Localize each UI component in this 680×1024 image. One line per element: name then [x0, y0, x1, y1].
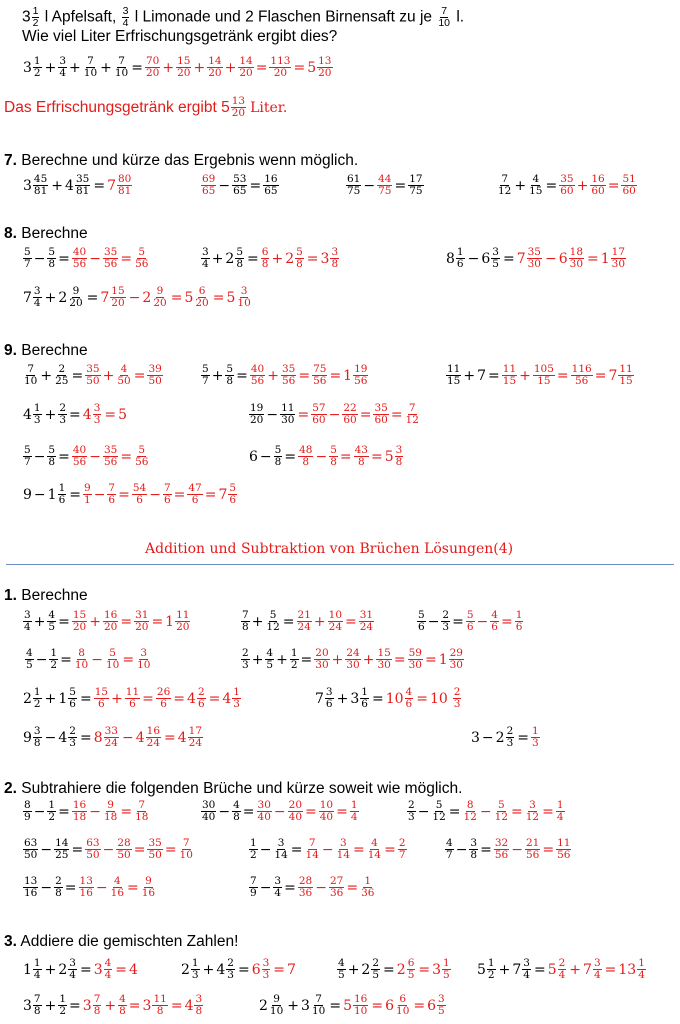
l1-eq-8: 9 3 8 − 4 2 3 = 8 33 24 − 4 16 24 = 4 17 24 — [23, 725, 203, 749]
solution-2-title: 2. Subtrahiere die folgenden Brüche und kürze soweit wie möglich. — [4, 780, 463, 797]
s9-eq-2: 5 7 + $\frac{5}{8}$ = $\frac{40}{56}$ + $\frac{35}{56}$ = $\frac{75}{56}$ = 1 19 56 — [202, 363, 368, 387]
l2-eq-4: 63 50 − $\frac{14}{25}$ = $\frac{63}{50}$ − $\frac{28}{50}$ = $\frac{35}{50}$ = $\frac{7}{10}$ — [24, 837, 193, 861]
l3-eq-3: 4 5 + 2 2 5 = 2 6 5 = 3 1 5 — [338, 957, 450, 981]
l3-eq-5: 3 7 8 + $\frac{1}{2}$ = 3 7 8 + $\frac{4}{8}$ = 3 11 8 = 4 3 8 — [23, 993, 203, 1017]
intro-equation: 3 1 2 + $\frac{3}{4}$ + $\frac{7}{10}$ + $\frac{7}{10}$ = $\frac{70}{20}$ + $\frac{15}{20}$ + $\frac{14}{20}$ + $\frac{14}{20}$ = $\frac{113}{20}$ = 5 13 20 — [23, 55, 332, 79]
l3-eq-2: 2 1 3 + 4 2 3 = 6 3 3 = 7 — [181, 957, 296, 981]
l1-eq-4: 4 5 − $\frac{1}{2}$ = $\frac{8}{10}$ − $\frac{5}{10}$ = $\frac{3}{10}$ — [26, 647, 151, 671]
l2-eq-5: 1 2 − $\frac{3}{14}$ = $\frac{7}{14}$ − $\frac{3}{14}$ = $\frac{4}{14}$ = $\frac{2}{7}$ — [250, 837, 406, 861]
s9-eq-4: 4 1 3 + $\frac{2}{3}$ = 4 3 3 = 5 — [23, 402, 128, 426]
l3-eq-6: 2 9 10 + 3 7 10 = 5 16 10 = 6 6 10 = 6 3 5 — [259, 993, 445, 1017]
l2-eq-2: 30 40 − $\frac{4}{8}$ = $\frac{30}{40}$ − $\frac{20}{40}$ = $\frac{10}{40}$ = $\frac{1}{4}$ — [202, 799, 358, 823]
l2-eq-7: 13 16 − $\frac{2}{8}$ = $\frac{13}{16}$ − $\frac{4}{16}$ = $\frac{9}{16}$ — [24, 875, 156, 899]
s9-eq-1: 7 10 + $\frac{2}{25}$ = $\frac{35}{50}$ + $\frac{4}{50}$ = $\frac{39}{50}$ — [24, 363, 162, 387]
l1-eq-9: 3 − 2 2 3 = $\frac{1}{3}$ — [471, 725, 539, 749]
l1-eq-5: 2 3 + $\frac{4}{5}$ + $\frac{1}{2}$ = $\frac{20}{30}$ + $\frac{24}{30}$ + $\frac{15}{30}$ = $\frac{59}{30}$ = 1 29 30 — [242, 647, 463, 671]
s7-eq-2: 69 65 − $\frac{53}{65}$ = $\frac{16}{65}$ — [202, 173, 278, 197]
l3-eq-1: 1 1 4 + 2 3 4 = 3 4 4 = 4 — [23, 957, 138, 981]
l3-eq-4: 5 1 2 + 7 3 4 = 5 2 4 + 7 3 4 = 13 1 4 — [477, 957, 645, 981]
s7-eq-3: 61 75 − $\frac{44}{75}$ = $\frac{17}{75}$ — [347, 173, 423, 197]
s8-eq-2: 3 4 + 2 5 8 = $\frac{6}{8}$ + 2 5 8 = 3 3 8 — [202, 246, 339, 270]
s9-eq-3: 11 15 + 7 = $\frac{11}{15}$ + $\frac{105}{15}$ = $\frac{116}{56}$ = 7 11 15 — [447, 363, 633, 387]
page-heading: Addition und Subtraktion von Brüchen Lösungen(4) — [145, 541, 514, 557]
intro-line-2: Wie viel Liter Erfrischungsgetränk ergibt dies? — [22, 28, 338, 45]
s7-eq-1: 3 45 81 + 4 35 81 = 7 80 81 — [23, 173, 132, 197]
s8-eq-3: 8 1 6 − 6 3 5 = 7 35 30 − 6 18 30 = 1 17 30 — [446, 246, 626, 270]
divider — [6, 564, 674, 565]
l2-eq-1: 8 9 − $\frac{1}{2}$ = $\frac{16}{18}$ − $\frac{9}{18}$ = $\frac{7}{18}$ — [24, 799, 149, 823]
s8-eq-1: 5 7 − $\frac{5}{8}$ = $\frac{40}{56}$ − $\frac{35}{56}$ = $\frac{5}{56}$ — [24, 246, 149, 270]
section-7-title: 7. Berechne und kürze das Ergebnis wenn möglich. — [4, 152, 359, 169]
s7-eq-4: 7 12 + $\frac{4}{15}$ = $\frac{35}{60}$ + $\frac{16}{60}$ = $\frac{51}{60}$ — [498, 173, 636, 197]
s9-eq-6: 5 7 − $\frac{5}{8}$ = $\frac{40}{56}$ − $\frac{35}{56}$ = $\frac{5}{56}$ — [24, 444, 149, 468]
l2-eq-8: 7 9 − $\frac{3}{4}$ = $\frac{28}{36}$ − $\frac{27}{36}$ = $\frac{1}{36}$ — [250, 875, 375, 899]
l1-eq-7: 7 3 6 + 3 1 6 = 10 4 6 = 10 2 3 — [315, 686, 461, 710]
section-8-title: 8. Berechne — [4, 225, 88, 242]
solution-3-title: 3. Addiere die gemischten Zahlen! — [4, 933, 239, 950]
solution-1-title: 1. Berechne — [4, 587, 88, 604]
l1-eq-2: 7 8 + $\frac{5}{12}$ = $\frac{21}{24}$ + $\frac{10}{24}$ = $\frac{31}{24}$ — [242, 609, 374, 633]
l1-eq-1: 3 4 + $\frac{4}{5}$ = $\frac{15}{20}$ + $\frac{16}{20}$ = $\frac{31}{20}$ = 1 11 20 — [24, 609, 190, 633]
intro-line-1: 3 $\frac{1}{2}$ l Apfelsaft, $\frac{3}{4}$ l Limonade und 2 Flaschen Birnensaft zu je $\frac{7}{10}$ l. — [22, 5, 465, 29]
l1-eq-6: 2 1 2 + 1 5 6 = $\frac{15}{6}$ + $\frac{11}{6}$ = $\frac{26}{6}$ = 4 2 6 = 4 1 3 — [23, 686, 240, 710]
intro-answer: Das Erfrischungsgetränk ergibt 5 13 20 Liter. — [4, 95, 288, 119]
section-9-title: 9. Berechne — [4, 342, 88, 359]
s9-eq-7: 6 − $\frac{5}{8}$ = $\frac{48}{8}$ − $\frac{5}{8}$ = $\frac{43}{8}$ = 5 3 8 — [249, 444, 403, 468]
l2-eq-6: 4 7 − $\frac{3}{8}$ = $\frac{32}{56}$ − $\frac{21}{56}$ = $\frac{11}{56}$ — [446, 837, 571, 861]
l1-eq-3: 5 6 − $\frac{2}{3}$ = $\frac{5}{6}$ − $\frac{4}{6}$ = $\frac{1}{6}$ — [418, 609, 523, 633]
s9-eq-5: 19 20 − $\frac{11}{30}$ = $\frac{57}{60}$ − $\frac{22}{60}$ = $\frac{35}{60}$ = $\frac{7}{12}$ — [250, 402, 419, 426]
s9-eq-8: 9 − 1 1 6 = $\frac{9}{1}$ − $\frac{7}{6}$ = $\frac{54}{6}$ − $\frac{7}{6}$ = $\frac{47}{6}$ = 7 5 6 — [23, 482, 237, 506]
l2-eq-3: 2 3 − $\frac{5}{12}$ = $\frac{8}{12}$ − $\frac{5}{12}$ = $\frac{3}{12}$ = $\frac{1}{4}$ — [408, 799, 564, 823]
s8-eq-4: 7 3 4 + 2 9 20 = 7 15 20 − 2 9 20 = 5 6 20 = 5 3 10 — [23, 285, 251, 309]
